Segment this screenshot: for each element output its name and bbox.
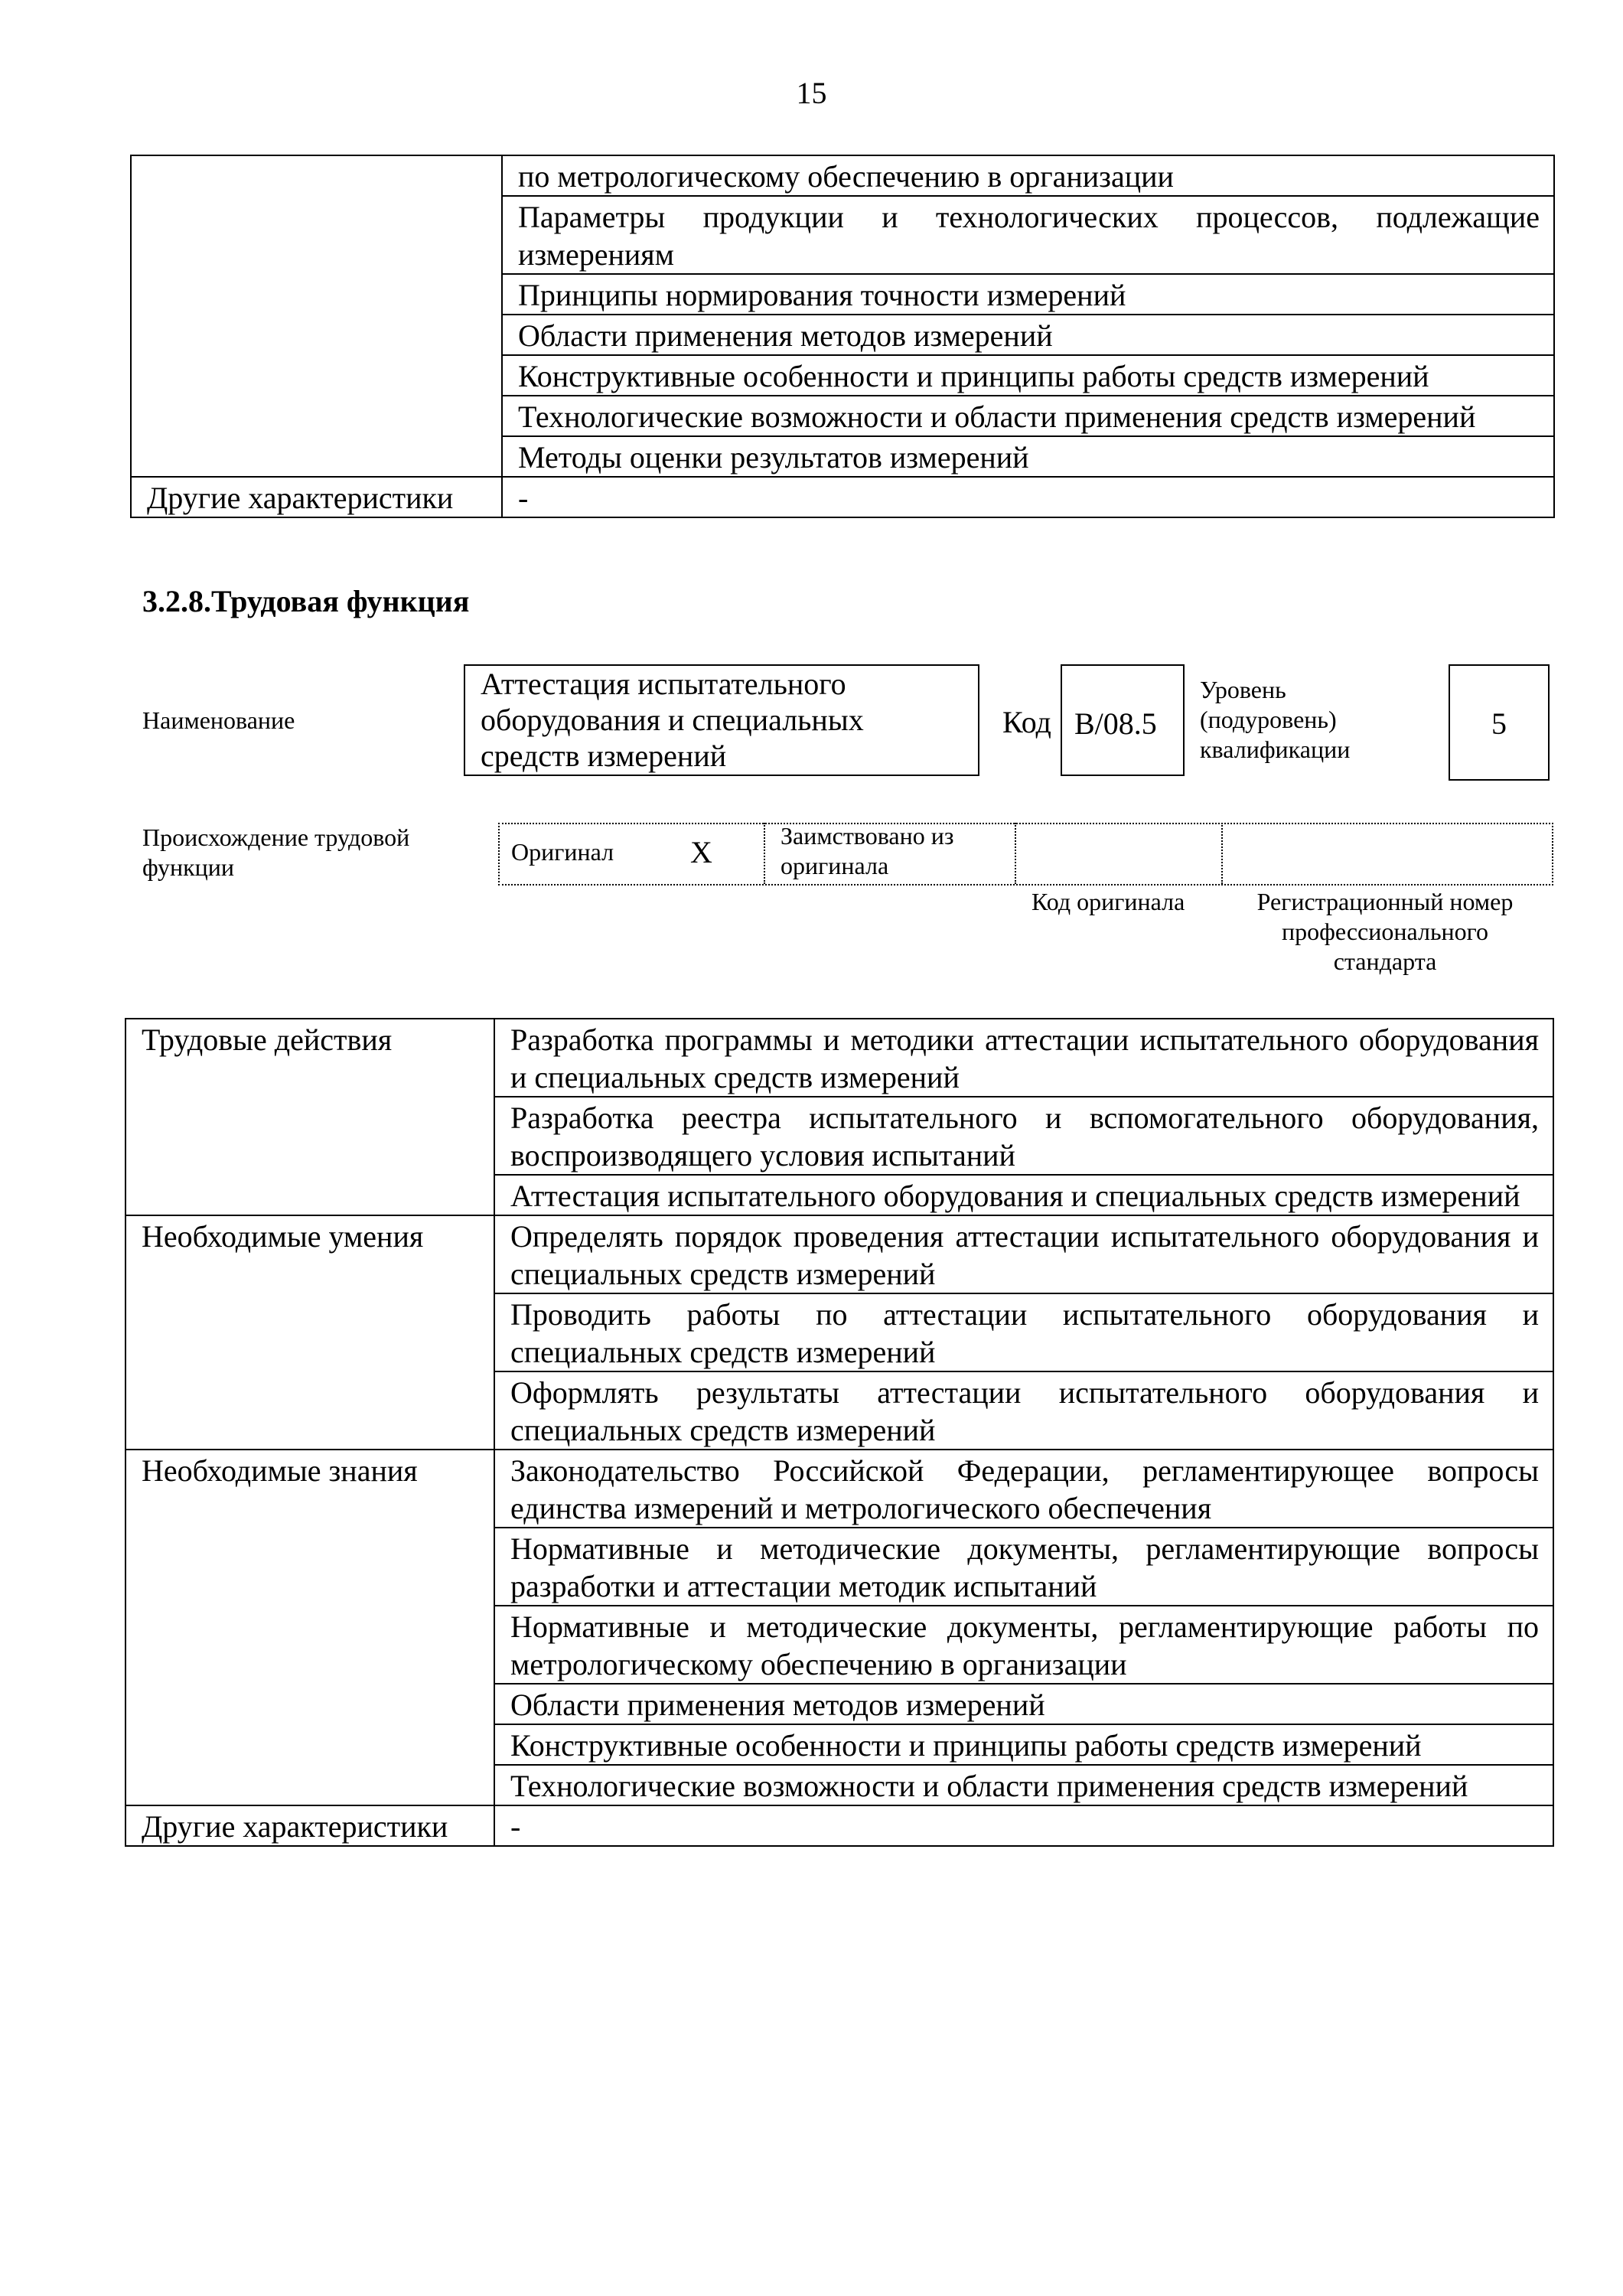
- borrowed-label: Заимствовано из оригинала: [781, 822, 954, 879]
- level-label: Уровень (подуровень) квалификации: [1200, 676, 1351, 763]
- code-value: B/08.5: [1074, 706, 1157, 741]
- other-characteristics-label: Другие характеристики: [125, 1805, 494, 1846]
- divider: [764, 823, 765, 884]
- code-box: [1061, 664, 1185, 776]
- divider: [1221, 823, 1223, 884]
- table-cell: Определять порядок проведения аттестации испытательного оборудования и специальных средств измерений: [494, 1215, 1553, 1293]
- reg-number-caption: Регистрационный номер профессионального стандарта: [1256, 888, 1514, 975]
- table-row: [125, 1805, 1553, 1846]
- table-cell: Разработка программы и методики аттестации испытательного оборудования и специальных средств измерений: [494, 1019, 1553, 1097]
- page-number: 15: [796, 76, 827, 110]
- origin-label: Происхождение трудовой функции: [142, 823, 410, 881]
- table-cell: Методы оценки результатов измерений: [502, 436, 1554, 477]
- divider: [1015, 823, 1016, 884]
- table-cell: Области применения методов измерений: [502, 315, 1554, 355]
- table-row: [131, 477, 1554, 517]
- group-label: Необходимые умения: [125, 1215, 494, 1450]
- table-row: [125, 1019, 1553, 1097]
- origin-box: [498, 823, 1553, 885]
- table-cell: Разработка реестра испытательного и вспомогательного оборудования, воспроизводящего условия испытаний: [494, 1097, 1553, 1175]
- table-cell: Конструктивные особенности и принципы работы средств измерений: [494, 1724, 1553, 1765]
- code-label: Код: [1002, 705, 1051, 739]
- table-cell: Принципы нормирования точности измерений: [502, 274, 1554, 315]
- table-cell: Оформлять результаты аттестации испытательного оборудования и специальных средств измерений: [494, 1371, 1553, 1450]
- function-name: Аттестация испытательного оборудования и специальных средств измерений: [481, 667, 864, 773]
- table-row: [125, 1215, 1553, 1293]
- table-cell: Конструктивные особенности и принципы работы средств измерений: [502, 355, 1554, 396]
- table-cell: Нормативные и методические документы, регламентирующие вопросы разработки и аттестации методик испытаний: [494, 1528, 1553, 1606]
- original-mark: X: [690, 835, 712, 869]
- function-details-table: [125, 1018, 1554, 1847]
- table-row: [125, 1450, 1553, 1528]
- level-box: [1449, 664, 1550, 781]
- empty-label-cell: [131, 155, 502, 477]
- table-cell: Параметры продукции и технологических процессов, подлежащие измерениям: [502, 196, 1554, 274]
- section-title: 3.2.8.Трудовая функция: [142, 584, 470, 618]
- table-cell: Технологические возможности и области применения средств измерений: [502, 396, 1554, 436]
- table-cell: Области применения методов измерений: [494, 1684, 1553, 1724]
- table-cell: Технологические возможности и области применения средств измерений: [494, 1765, 1553, 1805]
- name-box: [464, 664, 979, 776]
- other-characteristics-label: Другие характеристики: [131, 477, 502, 517]
- table-cell: Проводить работы по аттестации испытательного оборудования и специальных средств измерений: [494, 1293, 1553, 1371]
- code-original-caption: Код оригинала: [1031, 888, 1185, 915]
- table-cell: Нормативные и методические документы, регламентирующие работы по метрологическому обеспечению в организации: [494, 1606, 1553, 1684]
- other-characteristics-value: -: [494, 1805, 1553, 1846]
- group-label: Трудовые действия: [125, 1019, 494, 1215]
- level-value: 5: [1491, 706, 1507, 741]
- table-cell: Аттестация испытательного оборудования и специальных средств измерений: [494, 1175, 1553, 1215]
- original-label: Оригинал: [511, 838, 614, 866]
- group-label: Необходимые знания: [125, 1450, 494, 1805]
- table-row: [131, 155, 1554, 196]
- table-cell: Законодательство Российской Федерации, регламентирующее вопросы единства измерений и метрологического обеспечения: [494, 1450, 1553, 1528]
- other-characteristics-value: -: [502, 477, 1554, 517]
- name-label: Наименование: [142, 706, 295, 734]
- table-cell: по метрологическому обеспечению в организации: [502, 155, 1554, 196]
- knowledge-table-continued: [130, 155, 1555, 518]
